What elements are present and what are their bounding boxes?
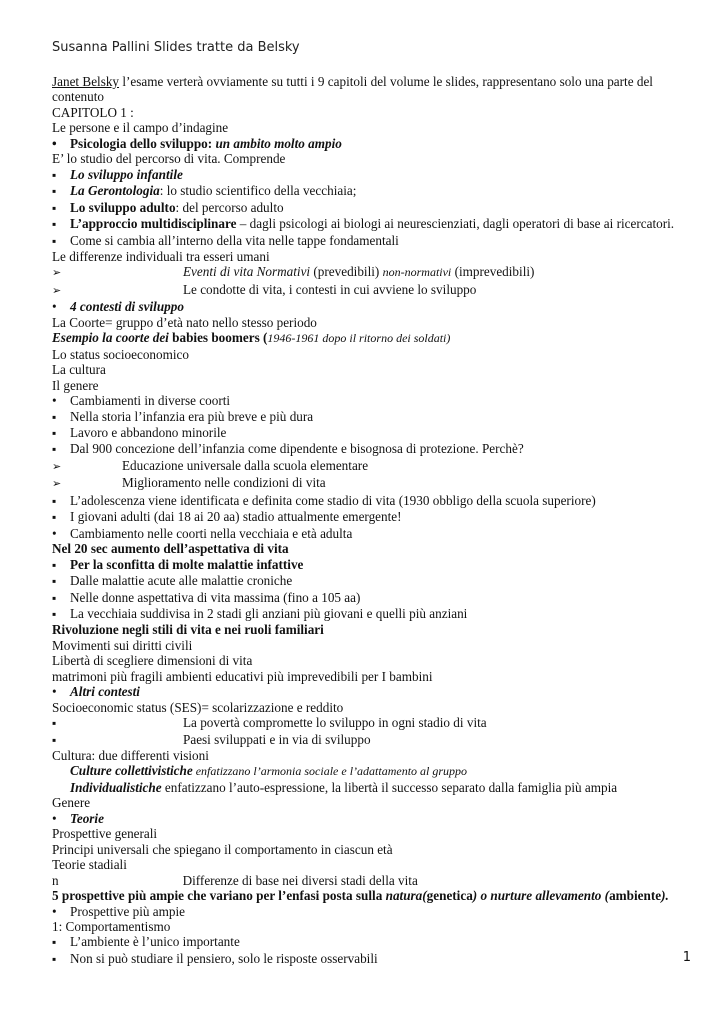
list-item: ▪La povertà compromette lo sviluppo in ogni stadio di vita: [52, 715, 692, 731]
intro-text: l’esame verterà ovviamente su tutti i 9 capitoli del volume le slides, rappresentano solo una parte del contenuto: [52, 74, 653, 105]
bullet-icon: [52, 136, 70, 151]
text-line: Cultura: due differenti visioni: [52, 748, 209, 764]
list-item: ▪I giovani adulti (dai 18 ai 20 aa) stadio attualmente emergente!: [52, 509, 692, 525]
list-item: ▪Lo sviluppo adulto: del percorso adulto: [52, 200, 692, 216]
square-bullet-icon: [52, 409, 70, 425]
chapter-title: CAPITOLO 1 :: [52, 104, 134, 120]
page-number: 1: [682, 950, 691, 965]
square-bullet-icon: [52, 425, 70, 441]
list-item: ▪Lavoro e abbandono minorile: [52, 425, 692, 441]
square-bullet-icon: [52, 951, 70, 967]
square-bullet-icon: [52, 934, 70, 950]
text-line: Genere: [52, 795, 91, 811]
list-item: ▪Paesi sviluppati e in via di sviluppo: [52, 732, 692, 748]
list-item: ➢Miglioramento nelle condizioni di vita: [52, 475, 692, 492]
bullet-icon: [52, 393, 70, 408]
list-item: ▪Nella storia l’infanzia era più breve e più dura: [52, 409, 692, 425]
bullet-icon: [52, 811, 70, 826]
square-bullet-icon: [52, 557, 70, 573]
subheading: Rivoluzione negli stili di vita e nei ruoli familiari: [52, 622, 324, 638]
list-item: ➢Eventi di vita Normativi (prevedibili) non-normativi (imprevedibili): [52, 264, 692, 281]
text-line: La Coorte= gruppo d’età nato nello stesso periodo: [52, 314, 317, 330]
text-line: Lo status socioeconomico: [52, 346, 189, 362]
list-item: •Teorie: [52, 811, 692, 826]
square-bullet-icon: [52, 233, 70, 249]
bullet-icon: [52, 904, 70, 919]
square-bullet-icon: [52, 167, 70, 183]
text-line: 1: Comportamentismo: [52, 919, 171, 935]
arrow-bullet-icon: [52, 282, 70, 299]
text-line: Libertà di scegliere dimensioni di vita: [52, 653, 253, 669]
text-line: Le persone e il campo d’indagine: [52, 120, 229, 136]
page-header: Susanna Pallini Slides tratte da Belsky: [52, 40, 300, 55]
bullet-icon: [52, 299, 70, 314]
list-item: ▪L’adolescenza viene identificata e definita come stadio di vita (1930 obbligo della scuola superiore): [52, 493, 692, 509]
square-bullet-icon: [52, 441, 70, 457]
arrow-bullet-icon: [52, 458, 70, 475]
list-item: •Altri contesti: [52, 684, 692, 699]
text-line: La cultura: [52, 362, 106, 378]
subheading: Nel 20 sec aumento dell’aspettativa di vita: [52, 541, 289, 557]
list-item: ▪Dalle malattie acute alle malattie croniche: [52, 573, 692, 589]
list-item: ▪L’approccio multidisciplinare – dagli psicologi ai biologi ai neurescienziati, dagli operatori di base ai ricercatori.: [52, 216, 692, 232]
list-item: ➢Le condotte di vita, i contesti in cui avviene lo sviluppo: [52, 282, 692, 299]
author-name: Janet Belsky: [52, 74, 120, 89]
square-bullet-icon: [52, 493, 70, 509]
arrow-bullet-icon: [52, 264, 70, 281]
list-item: ➢Educazione universale dalla scuola elementare: [52, 458, 692, 475]
document-body: [52, 74, 692, 967]
square-bullet-icon: [52, 715, 70, 731]
text-line: Movimenti sui diritti civili: [52, 637, 193, 653]
list-item: ▪Come si cambia all’interno della vita nelle tappe fondamentali: [52, 233, 692, 249]
list-item: ▪La Gerontologia: lo studio scientifico della vecchiaia;: [52, 183, 692, 199]
list-item: •4 contesti di sviluppo: [52, 299, 692, 314]
text-line: matrimoni più fragili ambienti educativi più imprevedibili per I bambini: [52, 668, 433, 684]
list-item: •Psicologia dello sviluppo: un ambito molto ampio: [52, 136, 692, 151]
text-line: n Differenze di base nei diversi stadi della vita: [52, 872, 418, 888]
list-item: ▪L’ambiente è l’unico importante: [52, 934, 692, 950]
list-item: ▪Lo sviluppo infantile: [52, 167, 692, 183]
subheading: 5 prospettive più ampie che variano per l’enfasi posta sulla natura(genetica) o nurture allevamento (ambiente).: [52, 888, 669, 904]
list-item: •Cambiamento nelle coorti nella vecchiaia e età adulta: [52, 526, 692, 541]
square-bullet-icon: [52, 200, 70, 216]
bullet-icon: [52, 526, 70, 541]
text-line: Individualistiche enfatizzano l’auto-espressione, la libertà il successo separato dalla famiglia più ampia: [70, 779, 618, 795]
text-line: Culture collettivistiche enfatizzano l’armonia sociale e l’adattamento al gruppo: [70, 763, 468, 779]
square-bullet-icon: [52, 216, 70, 232]
square-bullet-icon: [52, 573, 70, 589]
text-line: E’ lo studio del percorso di vita. Comprende: [52, 151, 286, 167]
square-bullet-icon: [52, 509, 70, 525]
text-line: Socioeconomic status (SES)= scolarizzazione e reddito: [52, 699, 344, 715]
list-item: ▪Dal 900 concezione dell’infanzia come dipendente e bisognosa di protezione. Perchè?: [52, 441, 692, 457]
text-line: Teorie stadiali: [52, 857, 127, 873]
square-bullet-icon: [52, 732, 70, 748]
square-bullet-icon: [52, 183, 70, 199]
text-line: Principi universali che spiegano il comportamento in ciascun età: [52, 841, 393, 857]
square-bullet-icon: [52, 606, 70, 622]
text-line: Le differenze individuali tra esseri umani: [52, 248, 270, 264]
intro-paragraph: [52, 74, 692, 105]
list-item: ▪Nelle donne aspettativa di vita massima (fino a 105 aa): [52, 590, 692, 606]
arrow-bullet-icon: [52, 475, 70, 492]
text-line: Prospettive generali: [52, 826, 158, 842]
bullet-icon: [52, 684, 70, 699]
list-item: •Cambiamenti in diverse coorti: [52, 393, 692, 408]
list-item: ▪La vecchiaia suddivisa in 2 stadi gli anziani più giovani e quelli più anziani: [52, 606, 692, 622]
text-line: Esempio la coorte dei babies boomers (1946-1961 dopo il ritorno dei soldati): [52, 330, 451, 346]
list-item: •Prospettive più ampie: [52, 904, 692, 919]
square-bullet-icon: [52, 590, 70, 606]
text-line: Il genere: [52, 377, 99, 393]
list-item: ▪Per la sconfitta di molte malattie infattive: [52, 557, 692, 573]
list-item: ▪Non si può studiare il pensiero, solo le risposte osservabili: [52, 951, 692, 967]
